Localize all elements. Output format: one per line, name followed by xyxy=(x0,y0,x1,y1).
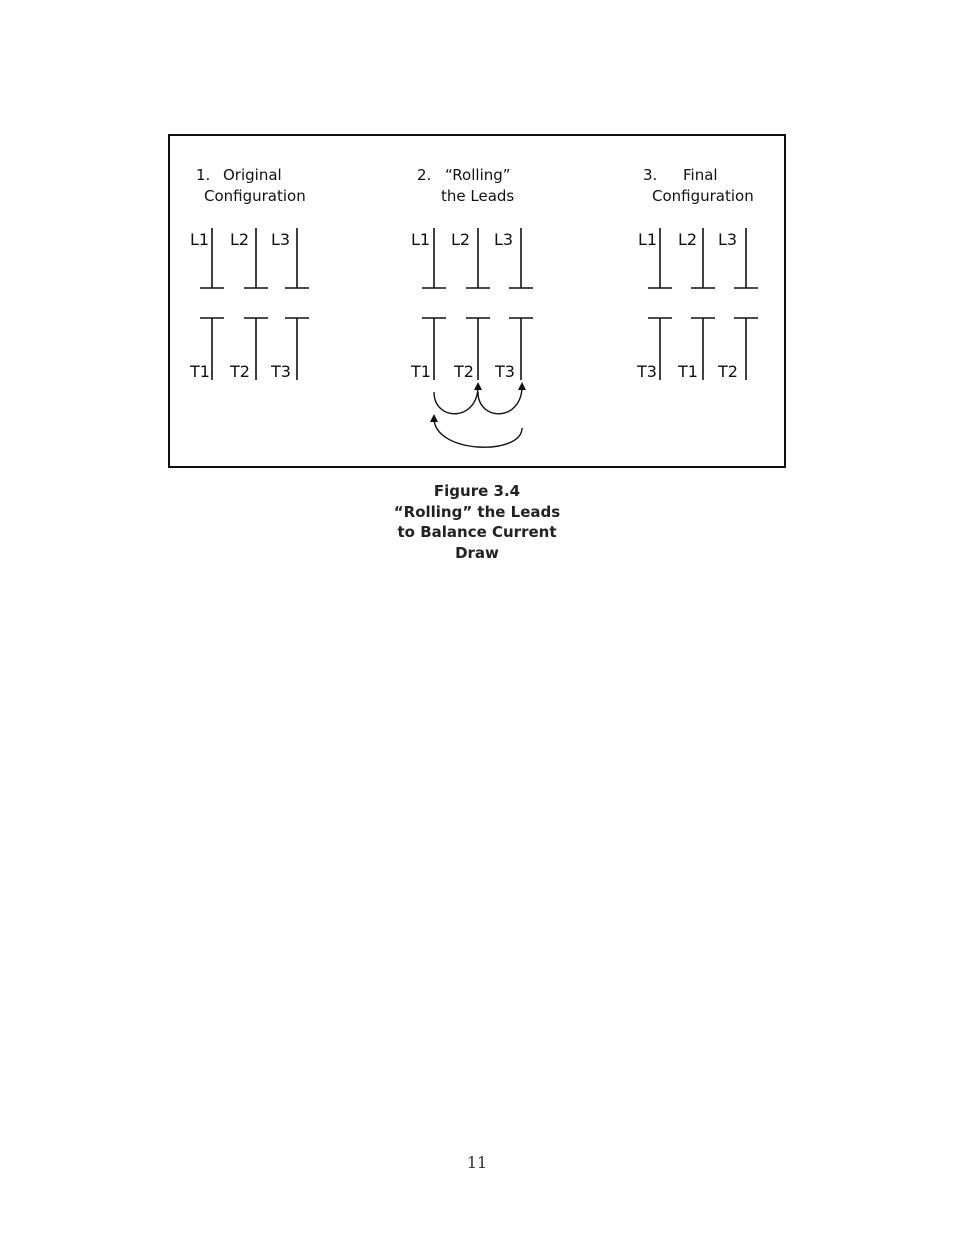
line-terminal-label: L1 xyxy=(638,230,658,249)
load-terminal-label: T2 xyxy=(454,362,474,381)
panel-1-title-line2: Configuration xyxy=(204,187,306,205)
load-terminal-label: T2 xyxy=(718,362,738,381)
load-terminal-label: T1 xyxy=(190,362,210,381)
load-terminal-label: T2 xyxy=(230,362,250,381)
line-terminal-label: L2 xyxy=(678,230,698,249)
roll-arrow-t1-to-t2 xyxy=(434,386,478,414)
panel-1-title-line1: Original xyxy=(223,166,282,184)
load-terminal-label: T1 xyxy=(678,362,698,381)
panel-1-number: 1. xyxy=(196,166,211,184)
line-terminal-label: L2 xyxy=(451,230,471,249)
panel-2-title-line2: the Leads xyxy=(441,187,515,205)
page-number: 11 xyxy=(466,1153,488,1172)
panel-rolling-the-leads xyxy=(410,166,533,447)
roll-arrow-t3-to-t1 xyxy=(434,418,522,447)
load-terminal-label: T3 xyxy=(495,362,515,381)
line-terminal-label: L3 xyxy=(271,230,291,249)
panel-original-configuration xyxy=(189,166,309,381)
caption-line: “Rolling” the Leads xyxy=(393,502,561,521)
panel-2-number: 2. xyxy=(417,166,432,184)
line-terminal-label: L3 xyxy=(718,230,738,249)
caption-line: to Balance Current xyxy=(397,523,557,541)
load-terminal-label: T1 xyxy=(411,362,431,381)
line-terminal-label: L3 xyxy=(494,230,514,249)
figure-frame xyxy=(169,135,785,467)
panel-3-number: 3. xyxy=(643,166,658,184)
panel-3-title-line1: Final xyxy=(683,166,718,184)
caption-line: Figure 3.4 xyxy=(433,482,521,500)
roll-arrow-t2-to-t3 xyxy=(478,386,522,414)
caption-line: Draw xyxy=(455,543,499,562)
load-terminal-label: T3 xyxy=(271,362,291,381)
panel-final-configuration xyxy=(636,166,758,381)
load-terminal-label: T3 xyxy=(637,362,657,381)
figure-caption xyxy=(327,481,627,563)
line-terminal-label: L1 xyxy=(411,230,431,249)
line-terminal-label: L1 xyxy=(190,230,210,249)
panel-3-title-line2: Configuration xyxy=(652,187,754,205)
line-terminal-label: L2 xyxy=(230,230,250,249)
figure-3-4-diagram xyxy=(168,134,786,468)
panel-2-title-line1: “Rolling” xyxy=(445,166,511,184)
